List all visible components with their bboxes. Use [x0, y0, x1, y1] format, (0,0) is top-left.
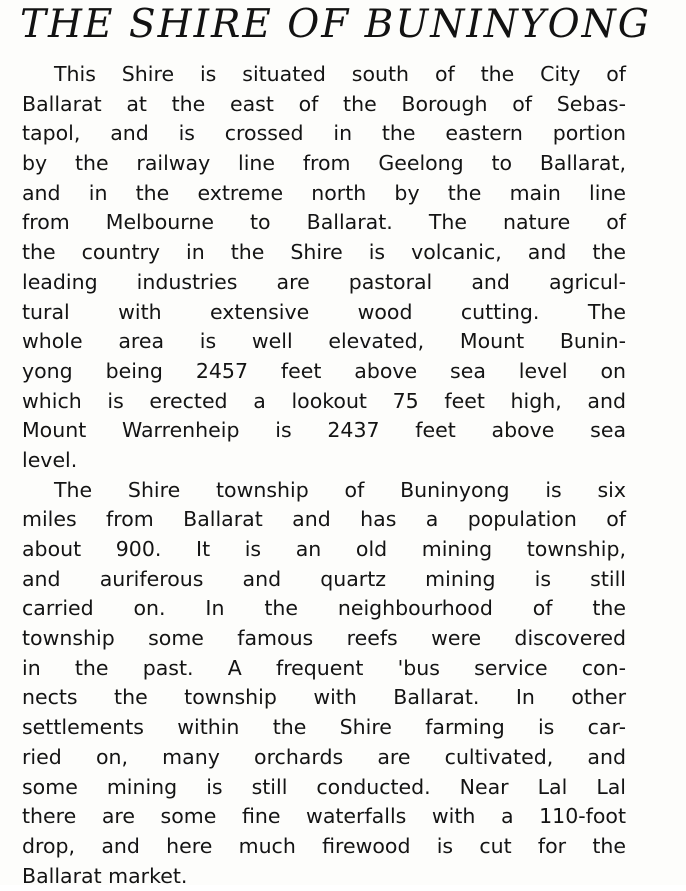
- text-line: township some famous reefs were discovered: [22, 626, 626, 651]
- text-line: the country in the Shire is volcanic, and the: [22, 240, 626, 265]
- text-line: This Shire is situated south of the City of: [54, 62, 626, 86]
- text-line: level.: [22, 447, 78, 472]
- text-line: there are some fine waterfalls with a 110-foot: [22, 804, 626, 829]
- article-title: THE SHIRE OF BUNINYONG: [20, 2, 651, 47]
- text-line: nects the township with Ballarat. In other: [22, 685, 626, 710]
- text-line: Ballarat market.: [22, 863, 188, 888]
- paragraph-2: [22, 476, 626, 891]
- text-line: some mining is still conducted. Near Lal Lal: [22, 774, 626, 799]
- text-line: Mount Warrenheip is 2437 feet above sea: [22, 418, 626, 443]
- text-line: about 900. It is an old mining township,: [22, 537, 626, 561]
- article-body: [22, 60, 626, 891]
- text-line: The Shire township of Buninyong is six: [54, 477, 626, 502]
- text-line: leading industries are pastoral and agricul-: [22, 269, 626, 294]
- text-line: in the past. A frequent 'bus service con-: [22, 655, 626, 680]
- text-line: and auriferous and quartz mining is still: [22, 566, 626, 591]
- text-line: by the railway line from Geelong to Ballarat,: [22, 151, 626, 176]
- text-line: which is erected a lookout 75 feet high, and: [22, 388, 626, 413]
- text-line: drop, and here much firewood is cut for the: [22, 833, 626, 858]
- text-line: Ballarat at the east of the Borough of Sebas-: [22, 91, 626, 116]
- text-line: carried on. In the neighbourhood of the: [22, 596, 626, 621]
- text-line: from Melbourne to Ballarat. The nature of: [22, 210, 626, 235]
- text-line: settlements within the Shire farming is car-: [22, 715, 626, 740]
- text-line: and in the extreme north by the main line: [22, 180, 626, 205]
- text-line: tapol, and is crossed in the eastern portion: [22, 121, 626, 146]
- text-line: whole area is well elevated, Mount Bunin-: [22, 329, 626, 354]
- text-line: tural with extensive wood cutting. The: [22, 299, 626, 324]
- text-line: yong being 2457 feet above sea level on: [22, 358, 626, 383]
- paragraph-1: [22, 60, 626, 476]
- text-line: ried on, many orchards are cultivated, and: [22, 744, 626, 769]
- text-line: miles from Ballarat and has a population of: [22, 507, 626, 532]
